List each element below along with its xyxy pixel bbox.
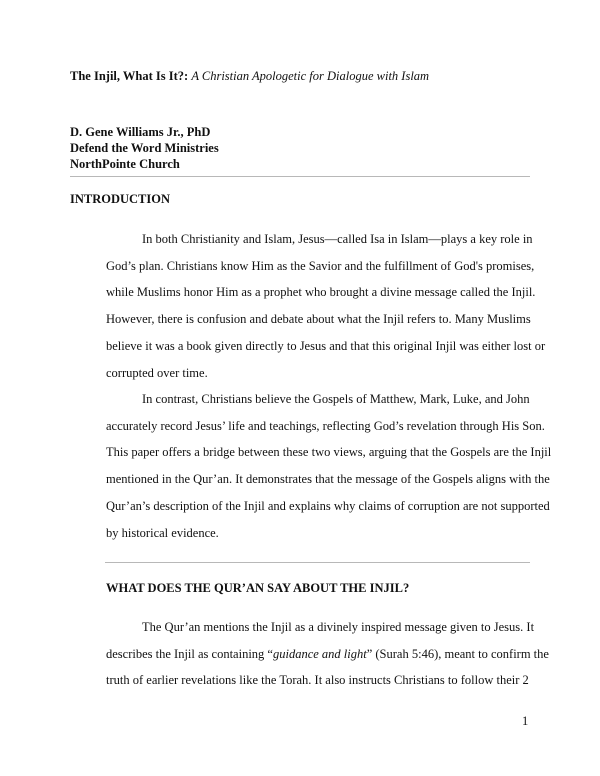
author-organization: Defend the Word Ministries [70, 141, 219, 155]
text-line-with-quote [106, 641, 549, 668]
text-line: The Qur’an mentions the Injil as a divinely inspired message given to Jesus. It [142, 620, 535, 634]
quote-italic: guidance and light [272, 646, 367, 661]
heading-quran-injil: WHAT DOES THE QUR’AN SAY ABOUT THE INJIL? [106, 581, 410, 595]
text-line: truth of earlier revelations like the Torah. It also instructs Christians to follow their 2 [106, 673, 529, 688]
author-church: NorthPointe Church [70, 157, 180, 171]
text-line: God’s plan. Christians know Him as the Savior and the fulfillment of God's promises, [106, 258, 535, 273]
author-block [70, 124, 219, 172]
intro-paragraph-2 [106, 386, 551, 546]
divider-section [105, 562, 530, 563]
divider-top [70, 176, 530, 177]
author-name: D. Gene Williams Jr., PhD [70, 125, 211, 139]
quran-paragraph [106, 614, 549, 694]
page-number: 1 [522, 714, 529, 728]
document-title [70, 69, 429, 84]
text-line: However, there is confusion and debate about what the Injil refers to. Many Muslims [106, 312, 531, 327]
text-line: corrupted over time. [106, 365, 208, 380]
intro-paragraph-1 [106, 226, 545, 386]
text-line: Qur’an’s description of the Injil and explains why claims of corruption are not supported [106, 498, 550, 513]
text-line: In contrast, Christians believe the Gospels of Matthew, Mark, Luke, and John [142, 392, 530, 406]
text-line: by historical evidence. [106, 525, 219, 540]
quote-tail: ” (Surah 5:46), meant to confirm the [366, 646, 549, 661]
title-subtitle: A Christian Apologetic for Dialogue with Islam [191, 69, 430, 83]
text-line: mentioned in the Qur’an. It demonstrates that the message of the Gospels aligns with the [106, 472, 550, 487]
text-line: This paper offers a bridge between these two views, arguing that the Gospels are the Injil [106, 445, 552, 460]
text-line: accurately record Jesus’ life and teachings, reflecting God’s revelation through His Son. [106, 418, 545, 433]
text-line: while Muslims honor Him as a prophet who brought a divine message called the Injil. [106, 285, 536, 300]
title-main: The Injil, What Is It?: [70, 69, 189, 83]
text-line: believe it was a book given directly to Jesus and that this original Injil was either lost or [106, 338, 546, 353]
heading-introduction: INTRODUCTION [70, 192, 171, 206]
quote-lead: describes the Injil as containing “ [106, 646, 273, 661]
text-line: In both Christianity and Islam, Jesus—called Isa in Islam—plays a key role in [142, 232, 533, 246]
